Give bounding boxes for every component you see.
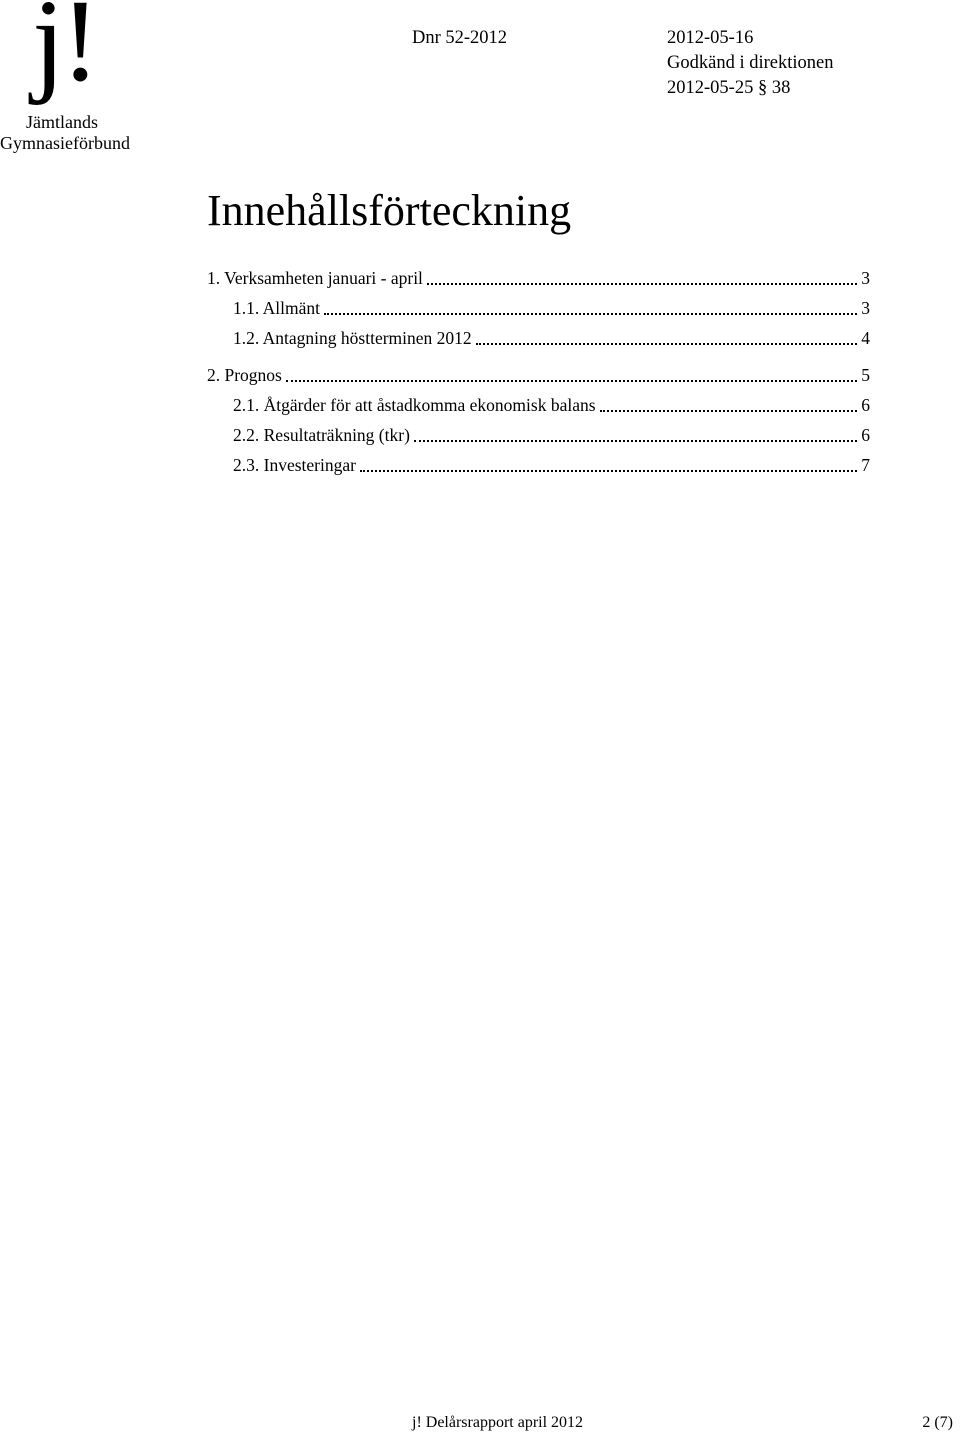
toc-entry[interactable] (207, 420, 870, 450)
toc-entry-page: 3 (861, 268, 870, 288)
toc-leader-dots (414, 420, 857, 442)
toc-leader-dots (324, 293, 857, 315)
toc-entry-title: 1.2. Antagning höstterminen 2012 (233, 328, 472, 348)
toc-entry-page: 7 (861, 455, 870, 475)
table-of-contents (207, 263, 870, 480)
document-date: 2012-05-16 (667, 28, 754, 48)
footer-document-title: j! Delårsrapport april 2012 (412, 1414, 584, 1431)
toc-entry[interactable] (207, 390, 870, 420)
toc-entry-title: 1. Verksamheten januari - april (207, 268, 423, 288)
toc-entry[interactable] (207, 360, 870, 390)
logo-wordmark (0, 112, 130, 154)
organization-logo (0, 0, 140, 160)
toc-entry-title: 2. Prognos (207, 365, 282, 385)
document-meta (667, 26, 833, 101)
toc-entry-page: 6 (861, 395, 870, 415)
toc-leader-dots (360, 450, 857, 472)
toc-leader-dots (600, 390, 858, 412)
logo-line-1: Jämtlands (26, 112, 98, 132)
page-title: Innehållsförteckning (207, 186, 572, 235)
footer-page-number: 2 (7) (922, 1414, 953, 1431)
logo-line-2: Gymnasieförbund (0, 133, 130, 153)
approval-reference: 2012-05-25 § 38 (667, 78, 791, 98)
toc-entry-title: 1.1. Allmänt (233, 298, 321, 318)
toc-entry-page: 6 (861, 425, 870, 445)
approval-status: Godkänd i direktionen (667, 53, 834, 73)
toc-entry-page: 3 (861, 298, 870, 318)
toc-leader-dots (476, 323, 858, 345)
toc-entry[interactable] (207, 293, 870, 323)
toc-entry-page: 5 (861, 365, 870, 385)
toc-entry[interactable] (207, 323, 870, 353)
toc-entry[interactable] (207, 450, 870, 480)
logo-mark: j! (32, 0, 97, 106)
toc-entry-page: 4 (861, 328, 870, 348)
toc-leader-dots (427, 263, 857, 285)
toc-entry-title: 2.2. Resultaträkning (tkr) (233, 425, 410, 445)
document-number: Dnr 52-2012 (412, 28, 508, 48)
toc-entry-title: 2.1. Åtgärder för att åstadkomma ekonomisk balans (233, 395, 596, 415)
toc-leader-dots (286, 360, 857, 382)
toc-entry[interactable] (207, 263, 870, 293)
toc-entry-title: 2.3. Investeringar (233, 455, 356, 475)
